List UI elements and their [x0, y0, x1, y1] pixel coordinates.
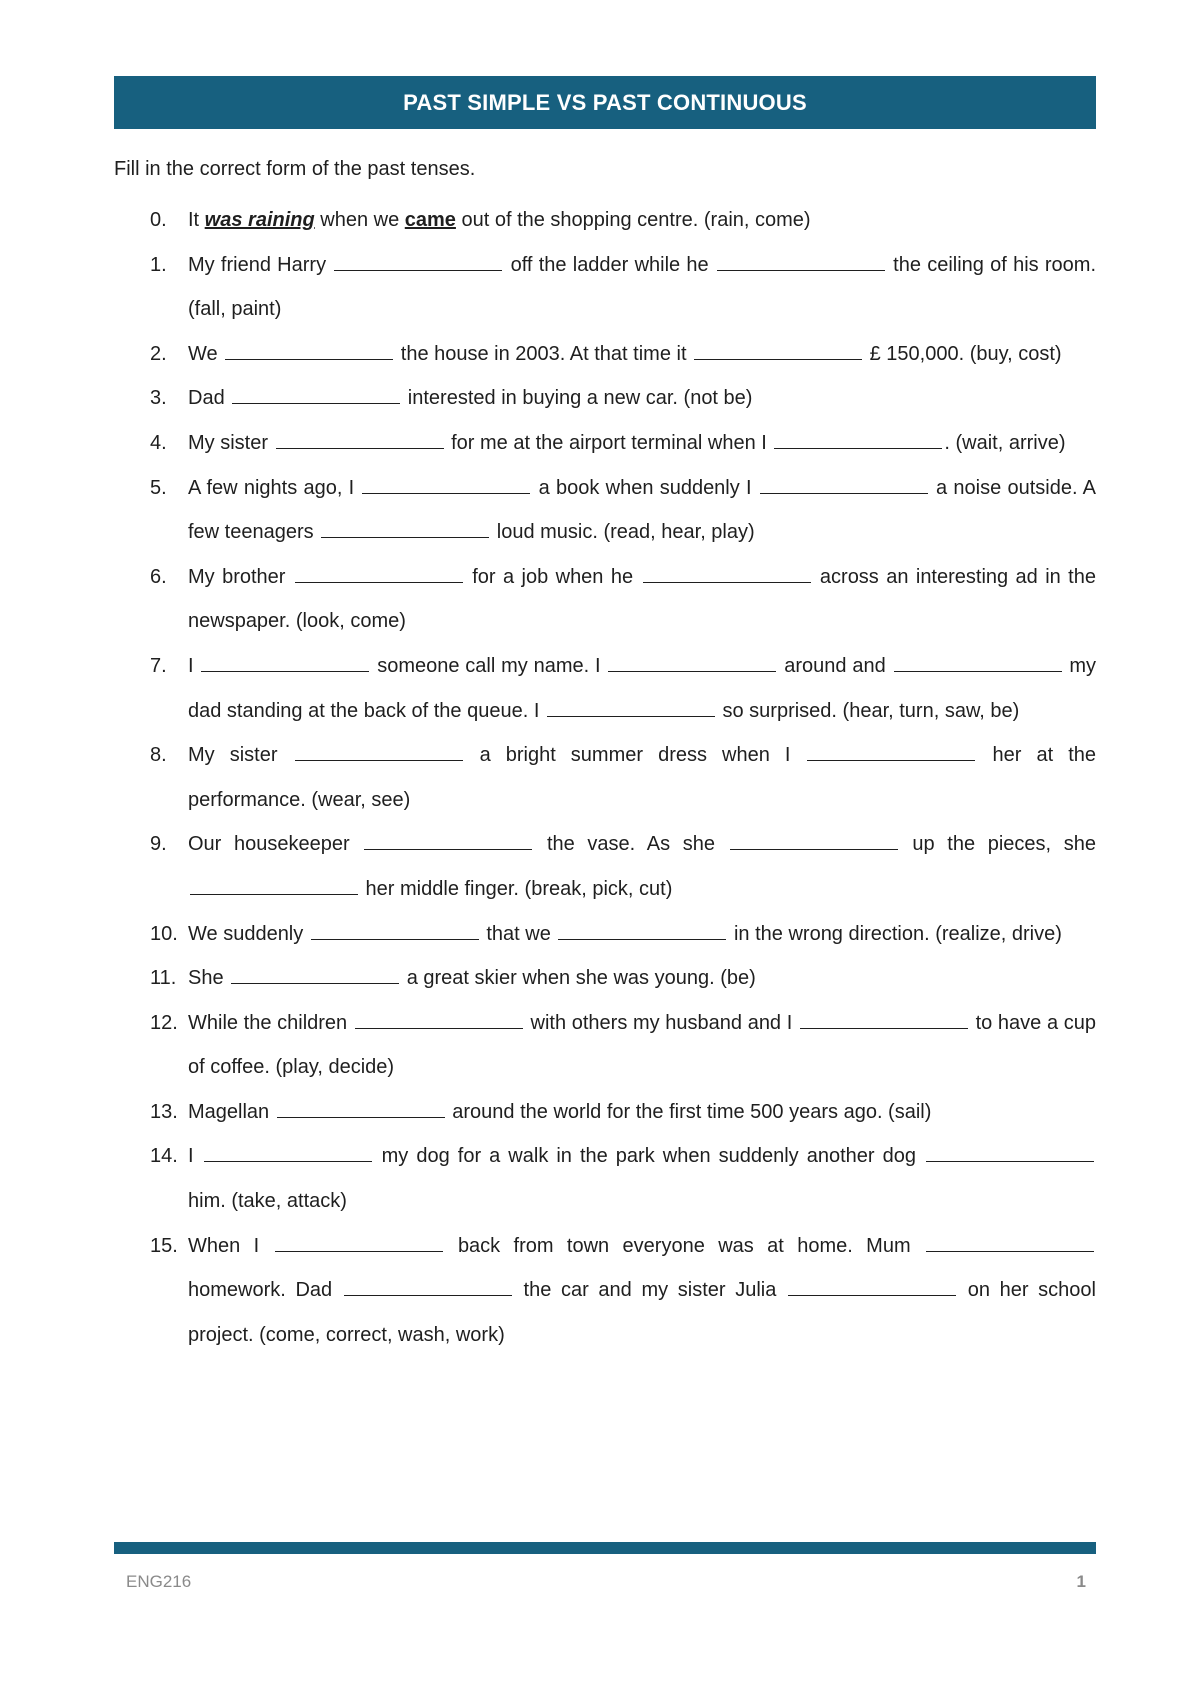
sentence-text: the ceiling of his room. (fall, paint) [188, 253, 1097, 321]
answer-blank[interactable] [275, 1231, 443, 1252]
sentence-text: a great skier when she was young. (be) [401, 967, 756, 990]
item-number: 12. [150, 1011, 178, 1034]
exercise-item [150, 421, 1096, 466]
sentence-text: around and [778, 654, 892, 677]
sentence-text: My sister [188, 744, 293, 767]
sentence-text: a noise outside. A few teenagers [188, 476, 1096, 544]
answer-blank[interactable] [225, 339, 393, 360]
item-number: 8. [150, 744, 167, 767]
sentence-text: for a job when he [464, 565, 641, 588]
exercise-item [150, 1224, 1096, 1358]
answer-blank[interactable] [774, 428, 942, 449]
sentence-text: A few nights ago, I [188, 476, 361, 499]
sentence-text: I [188, 1145, 202, 1168]
exercise-item [150, 1134, 1096, 1223]
exercise-item [150, 733, 1096, 822]
answer-blank[interactable] [730, 829, 898, 850]
item-number: 0. [150, 209, 167, 231]
item-number: 14. [150, 1145, 178, 1168]
sentence-text: £ 150,000. (buy, cost) [864, 342, 1062, 365]
exercise-item [150, 376, 1096, 421]
example-answer: was raining [204, 209, 315, 231]
exercise-sentence [188, 1224, 1096, 1358]
exercise-sentence [188, 1001, 1096, 1090]
example-sentence [188, 198, 1096, 243]
exercise-sentence [188, 421, 1096, 466]
sentence-text: for me at the airport terminal when I [445, 431, 773, 454]
instructions: Fill in the correct form of the past tenses. [114, 158, 476, 180]
sentence-text: on her school project. (come, correct, wash, work) [188, 1279, 1096, 1346]
answer-blank[interactable] [334, 250, 502, 271]
answer-blank[interactable] [694, 339, 862, 360]
answer-blank[interactable] [760, 473, 928, 494]
item-number: 1. [150, 253, 167, 276]
answer-blank[interactable] [926, 1141, 1094, 1162]
sentence-text: My sister [188, 431, 274, 454]
exercise-sentence [188, 376, 1096, 421]
sentence-text: the vase. As she [534, 833, 728, 856]
answer-blank[interactable] [321, 517, 489, 538]
item-number: 11. [150, 967, 177, 990]
exercise-item [150, 644, 1096, 733]
sentence-text: my dog for a walk in the park when suddenly another dog [373, 1145, 924, 1168]
answer-blank[interactable] [201, 651, 369, 672]
page-number: 1 [1076, 1572, 1086, 1591]
item-number: 5. [150, 476, 167, 499]
answer-blank[interactable] [232, 383, 400, 404]
footer-bar [114, 1542, 1096, 1554]
exercise-sentence [188, 466, 1096, 555]
sentence-text: that we [480, 922, 557, 945]
exercise-sentence [188, 956, 1096, 1001]
sentence-text: someone call my name. I [371, 654, 607, 677]
answer-blank[interactable] [608, 651, 776, 672]
example-answer: came [404, 209, 456, 231]
answer-blank[interactable] [788, 1275, 956, 1296]
sentence-text: so surprised. (hear, turn, saw, be) [716, 699, 1020, 722]
answer-blank[interactable] [204, 1141, 372, 1162]
exercise-item [150, 912, 1096, 957]
worksheet-title: PAST SIMPLE VS PAST CONTINUOUS [114, 76, 1096, 129]
item-number: 15. [150, 1234, 178, 1257]
sentence-text: back from town everyone was at home. Mum [444, 1234, 924, 1257]
answer-blank[interactable] [717, 250, 885, 271]
answer-blank[interactable] [800, 1008, 968, 1029]
example-item [150, 198, 1096, 243]
exercise-item [150, 332, 1096, 377]
item-number: 2. [150, 342, 167, 365]
exercise-sentence [188, 1090, 1096, 1135]
answer-blank[interactable] [364, 829, 532, 850]
sentence-text: a book when suddenly I [532, 476, 758, 499]
exercise-list [150, 198, 1096, 1357]
sentence-text: around the world for the first time 500 years ago. (sail) [446, 1100, 932, 1123]
sentence-text: a bright summer dress when I [464, 744, 806, 767]
sentence-text: the car and my sister Julia [513, 1279, 787, 1302]
example-text: It [188, 209, 205, 231]
answer-blank[interactable] [277, 1097, 445, 1118]
answer-blank[interactable] [344, 1275, 512, 1296]
example-text: out of the shopping centre. (rain, come) [455, 209, 811, 231]
sentence-text: homework. Dad [188, 1279, 342, 1302]
sentence-text: off the ladder while he [504, 253, 715, 276]
answer-blank[interactable] [643, 562, 811, 583]
answer-blank[interactable] [311, 919, 479, 940]
sentence-text: loud music. (read, hear, play) [491, 521, 755, 544]
exercise-sentence [188, 733, 1096, 822]
sentence-text: I [188, 654, 200, 677]
item-number: 6. [150, 565, 167, 588]
answer-blank[interactable] [362, 473, 530, 494]
course-code: ENG216 [126, 1572, 192, 1591]
sentence-text: Magellan [188, 1100, 275, 1123]
sentence-text: While the children [188, 1011, 353, 1034]
answer-blank[interactable] [894, 651, 1062, 672]
exercise-sentence [188, 822, 1096, 911]
sentence-text: She [188, 967, 230, 990]
sentence-text: up the pieces, she [899, 833, 1097, 856]
answer-blank[interactable] [558, 919, 726, 940]
item-number: 7. [150, 654, 167, 677]
answer-blank[interactable] [355, 1008, 523, 1029]
sentence-text: the house in 2003. At that time it [395, 342, 693, 365]
exercise-item [150, 822, 1096, 911]
item-number: 3. [150, 387, 167, 410]
sentence-text: My friend Harry [188, 253, 333, 276]
sentence-text: Our housekeeper [188, 833, 363, 856]
sentence-text: When I [188, 1234, 273, 1257]
sentence-text: her at the performance. (wear, see) [188, 744, 1096, 811]
exercise-item [150, 956, 1096, 1001]
exercise-sentence [188, 243, 1096, 332]
item-number: 9. [150, 833, 167, 856]
exercise-sentence [188, 332, 1096, 377]
sentence-text: across an interesting ad in the newspaper. (look, come) [188, 565, 1096, 633]
exercise-sentence [188, 912, 1096, 957]
sentence-text: My brother [188, 565, 293, 588]
sentence-text: We suddenly [188, 922, 309, 945]
answer-blank[interactable] [295, 740, 463, 761]
sentence-text: Dad [188, 387, 231, 410]
exercise-item [150, 1090, 1096, 1135]
exercise-item [150, 1001, 1096, 1090]
exercise-item [150, 466, 1096, 555]
sentence-text: We [188, 342, 224, 365]
sentence-text: with others my husband and I [524, 1011, 798, 1034]
item-number: 4. [150, 431, 167, 454]
sentence-text: interested in buying a new car. (not be) [402, 387, 753, 410]
answer-blank[interactable] [231, 963, 399, 984]
sentence-text: . (wait, arrive) [944, 431, 1066, 454]
item-number: 10. [150, 922, 178, 945]
sentence-text: him. (take, attack) [188, 1190, 347, 1213]
answer-blank[interactable] [190, 874, 358, 895]
exercise-sentence [188, 555, 1096, 644]
answer-blank[interactable] [295, 562, 463, 583]
answer-blank[interactable] [547, 696, 715, 717]
sentence-text: to have a cup of coffee. (play, decide) [188, 1011, 1096, 1079]
item-number: 13. [150, 1100, 178, 1123]
exercise-sentence [188, 1134, 1096, 1223]
exercise-sentence [188, 644, 1096, 733]
sentence-text: my dad standing at the back of the queue. I [188, 654, 1096, 722]
sentence-text: in the wrong direction. (realize, drive) [728, 922, 1062, 945]
example-text: when we [314, 209, 405, 231]
answer-blank[interactable] [276, 428, 444, 449]
answer-blank[interactable] [807, 740, 975, 761]
exercise-item [150, 243, 1096, 332]
answer-blank[interactable] [926, 1231, 1094, 1252]
exercise-item [150, 555, 1096, 644]
sentence-text: her middle finger. (break, pick, cut) [360, 877, 673, 900]
